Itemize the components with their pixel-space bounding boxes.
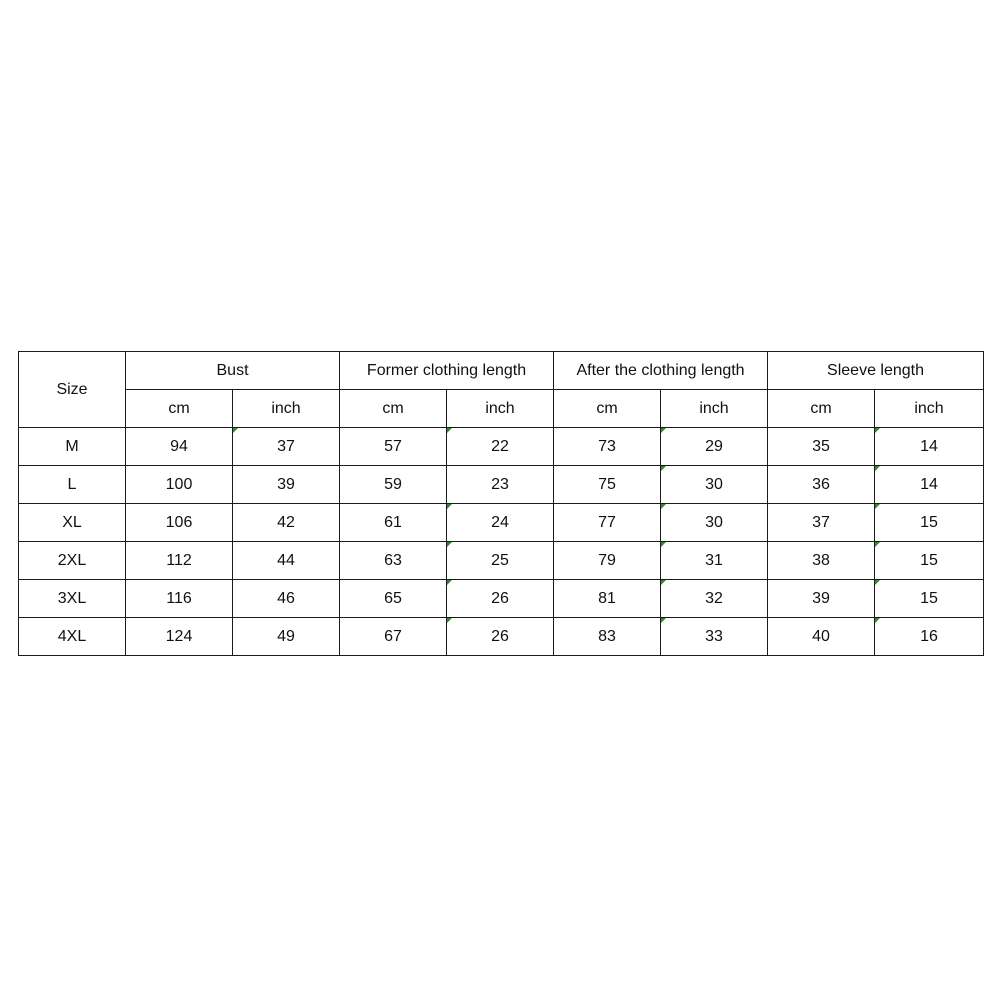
value-cell: 44 xyxy=(233,542,340,580)
table-row xyxy=(19,428,984,466)
value-cell: 39 xyxy=(233,466,340,504)
value-cell: 112 xyxy=(126,542,233,580)
value-cell: 61 xyxy=(340,504,447,542)
value-cell: 77 xyxy=(554,504,661,542)
size-chart-table xyxy=(18,351,984,656)
value-cell: 63 xyxy=(340,542,447,580)
value-cell: 83 xyxy=(554,618,661,656)
table-row xyxy=(19,542,984,580)
value-cell: 22 xyxy=(447,428,554,466)
size-cell: 3XL xyxy=(19,580,126,618)
value-cell: 26 xyxy=(447,618,554,656)
value-cell: 124 xyxy=(126,618,233,656)
header-row-groups xyxy=(19,352,984,390)
value-cell: 33 xyxy=(661,618,768,656)
value-cell: 14 xyxy=(875,428,984,466)
bust-header: Bust xyxy=(126,352,340,390)
value-cell: 15 xyxy=(875,504,984,542)
unit-header: inch xyxy=(661,390,768,428)
value-cell: 100 xyxy=(126,466,233,504)
value-cell: 31 xyxy=(661,542,768,580)
value-cell: 25 xyxy=(447,542,554,580)
value-cell: 46 xyxy=(233,580,340,618)
value-cell: 37 xyxy=(233,428,340,466)
value-cell: 30 xyxy=(661,466,768,504)
unit-header: cm xyxy=(768,390,875,428)
size-cell: M xyxy=(19,428,126,466)
value-cell: 23 xyxy=(447,466,554,504)
table-row xyxy=(19,618,984,656)
value-cell: 79 xyxy=(554,542,661,580)
value-cell: 36 xyxy=(768,466,875,504)
value-cell: 29 xyxy=(661,428,768,466)
sleeve-length-header: Sleeve length xyxy=(768,352,984,390)
value-cell: 106 xyxy=(126,504,233,542)
value-cell: 14 xyxy=(875,466,984,504)
value-cell: 65 xyxy=(340,580,447,618)
value-cell: 35 xyxy=(768,428,875,466)
value-cell: 94 xyxy=(126,428,233,466)
value-cell: 40 xyxy=(768,618,875,656)
table-row xyxy=(19,466,984,504)
unit-header: cm xyxy=(126,390,233,428)
value-cell: 116 xyxy=(126,580,233,618)
unit-header: inch xyxy=(233,390,340,428)
unit-header: inch xyxy=(447,390,554,428)
value-cell: 24 xyxy=(447,504,554,542)
value-cell: 59 xyxy=(340,466,447,504)
value-cell: 42 xyxy=(233,504,340,542)
value-cell: 81 xyxy=(554,580,661,618)
unit-header: inch xyxy=(875,390,984,428)
value-cell: 67 xyxy=(340,618,447,656)
value-cell: 15 xyxy=(875,580,984,618)
value-cell: 75 xyxy=(554,466,661,504)
former-length-header: Former clothing length xyxy=(340,352,554,390)
value-cell: 26 xyxy=(447,580,554,618)
value-cell: 15 xyxy=(875,542,984,580)
header-row-units xyxy=(19,390,984,428)
value-cell: 49 xyxy=(233,618,340,656)
value-cell: 38 xyxy=(768,542,875,580)
size-cell: 4XL xyxy=(19,618,126,656)
size-cell: 2XL xyxy=(19,542,126,580)
value-cell: 39 xyxy=(768,580,875,618)
value-cell: 16 xyxy=(875,618,984,656)
size-cell: L xyxy=(19,466,126,504)
value-cell: 73 xyxy=(554,428,661,466)
table-row xyxy=(19,504,984,542)
table-row xyxy=(19,580,984,618)
unit-header: cm xyxy=(340,390,447,428)
size-cell: XL xyxy=(19,504,126,542)
value-cell: 37 xyxy=(768,504,875,542)
size-header: Size xyxy=(19,352,126,428)
value-cell: 30 xyxy=(661,504,768,542)
value-cell: 57 xyxy=(340,428,447,466)
unit-header: cm xyxy=(554,390,661,428)
after-length-header: After the clothing length xyxy=(554,352,768,390)
value-cell: 32 xyxy=(661,580,768,618)
